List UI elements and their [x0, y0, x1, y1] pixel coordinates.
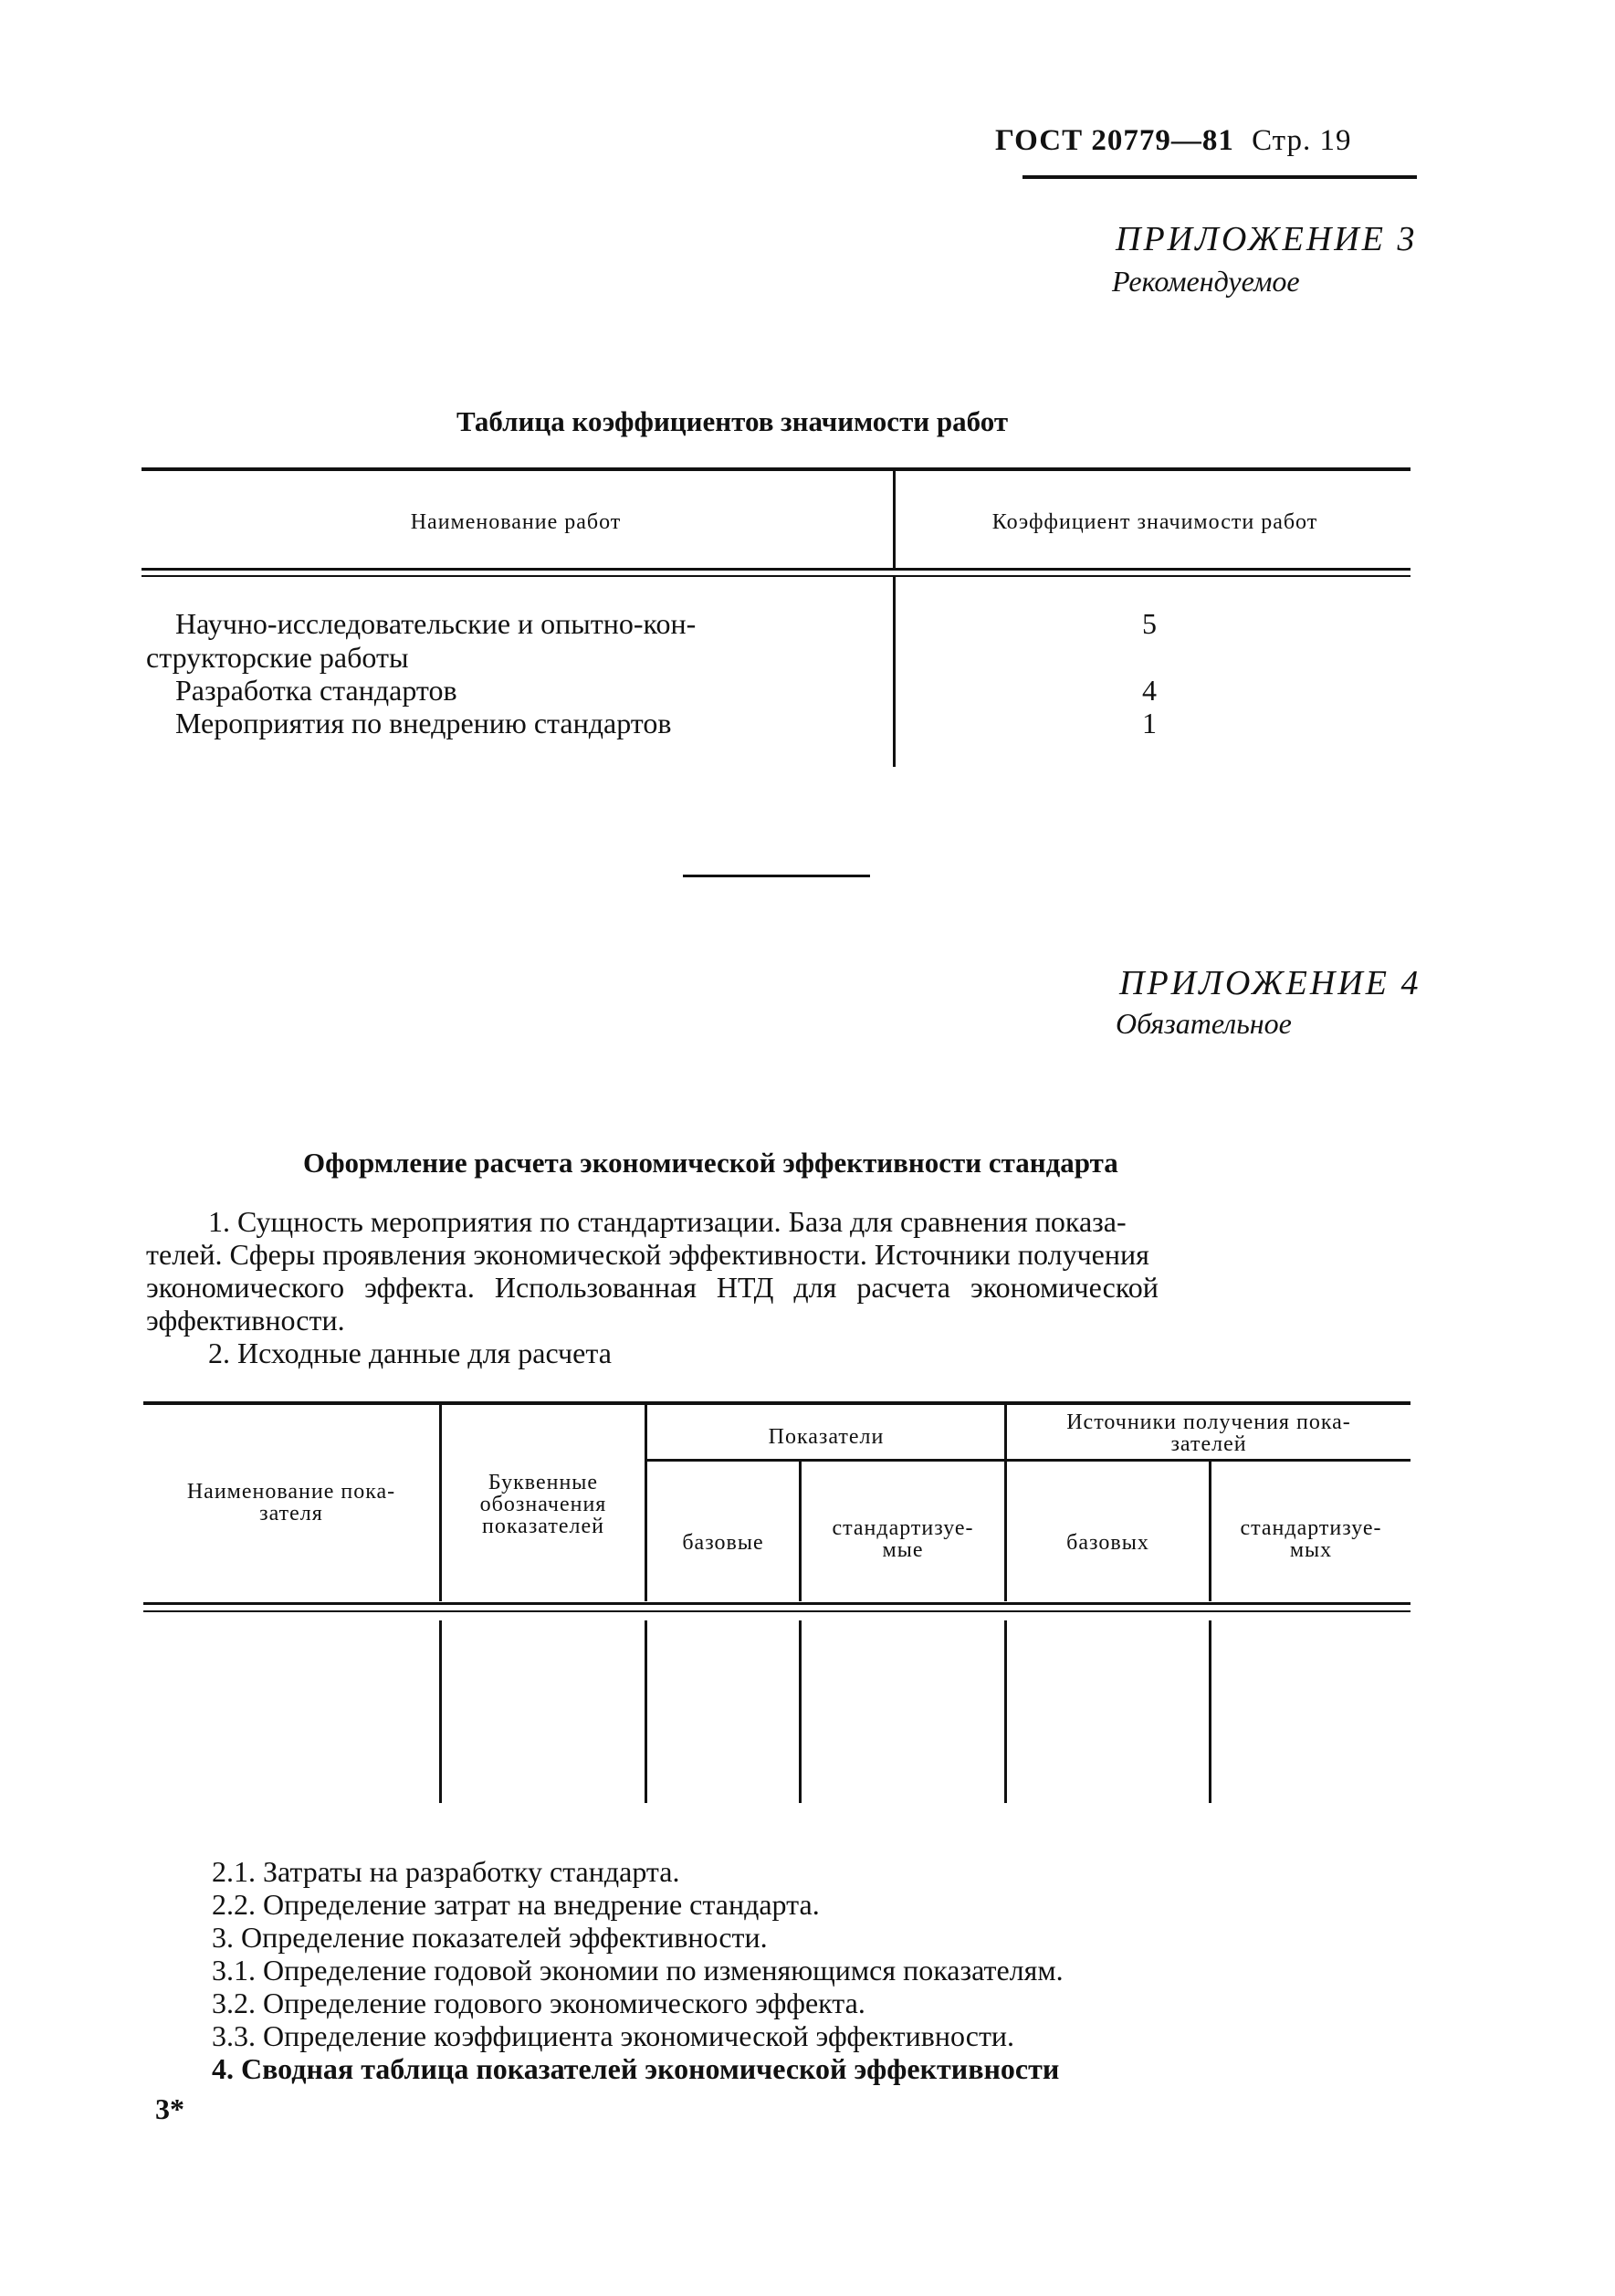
section-separator	[683, 875, 870, 877]
list-item: 3. Определение показателей эффективности.	[212, 1921, 768, 1954]
page-header	[995, 124, 1352, 158]
sub-header-base-sources: базовых	[1066, 1531, 1149, 1555]
col-header-name: Наименование работ	[410, 510, 622, 534]
table-col-divider-body	[893, 577, 896, 767]
table-header-rule-1	[142, 568, 1411, 571]
sub-header-standardized: стандартизуе- мые	[832, 1516, 974, 1562]
appendix4-subtitle: Обязательное	[1116, 1007, 1292, 1040]
table-cell-value: 5	[1142, 607, 1157, 640]
appendix4-section-title: Оформление расчета экономической эффективности стандарта	[303, 1147, 1118, 1179]
appendix3-subtitle: Рекомендуемое	[1112, 265, 1300, 298]
body-col-divider	[645, 1620, 647, 1803]
paragraph-1-line: экономического эффекта. Использованная НТД для расчета экономической	[146, 1271, 1159, 1304]
table-col-divider	[893, 467, 896, 568]
paragraph-1-line: телей. Сферы проявления экономической эффективности. Источники получения	[146, 1238, 1149, 1271]
list-item: 3.1. Определение годовой экономии по изменяющимся показателям.	[212, 1954, 1064, 1987]
table-top-rule	[142, 467, 1411, 471]
col-header-letter: Буквенные обозначения показателей	[479, 1471, 607, 1538]
list-item: 3.2. Определение годового экономического эффекта.	[212, 1987, 865, 2019]
list-item: 2.2. Определение затрат на внедрение стандарта.	[212, 1888, 820, 1921]
table-top-rule	[143, 1401, 1411, 1405]
table-header-rule-2	[142, 575, 1411, 577]
page-number: Стр. 19	[1252, 124, 1352, 157]
group-rule	[1007, 1459, 1411, 1462]
body-col-divider	[439, 1620, 442, 1803]
table-row: структорские работы	[146, 641, 409, 674]
paragraph-2: 2. Исходные данные для расчета	[208, 1337, 612, 1369]
table-row: Научно-исследовательские и опытно-кон-	[175, 607, 697, 640]
header-rule-1	[143, 1602, 1411, 1605]
table-row: Разработка стандартов	[175, 674, 457, 707]
group-header-sources: Источники получения пока- зателей	[1066, 1410, 1351, 1456]
paragraph-1-line: эффективности.	[146, 1304, 345, 1337]
paragraph-1-line: 1. Сущность мероприятия по стандартизации. База для сравнения показа-	[208, 1205, 1127, 1238]
appendix3-table-title: Таблица коэффициентов значимости работ	[456, 405, 1009, 437]
col-divider	[645, 1405, 647, 1601]
list-item: 2.1. Затраты на разработку стандарта.	[212, 1855, 680, 1888]
header-rule-2	[143, 1610, 1411, 1612]
col-divider	[1004, 1405, 1007, 1601]
col-divider	[439, 1405, 442, 1601]
body-col-divider	[1209, 1620, 1211, 1803]
table-row: Мероприятия по внедрению стандартов	[175, 707, 672, 739]
table-cell-value: 4	[1142, 674, 1157, 707]
appendix4-title: ПРИЛОЖЕНИЕ 4	[1119, 964, 1421, 1002]
sub-header-base: базовые	[682, 1531, 764, 1555]
table-cell-value: 1	[1142, 707, 1157, 739]
body-col-divider	[1004, 1620, 1007, 1803]
signature-mark: 3*	[155, 2092, 184, 2125]
list-item: 4. Сводная таблица показателей экономической эффективности	[212, 2052, 1060, 2085]
col-header-coefficient: Коэффициент значимости работ	[991, 510, 1318, 534]
sub-header-standardized-sources: стандартизуе- мых	[1240, 1516, 1382, 1562]
doc-code: ГОСТ 20779—81	[995, 124, 1234, 157]
appendix3-title: ПРИЛОЖЕНИЕ 3	[1116, 220, 1418, 258]
list-item: 3.3. Определение коэффициента экономической эффективности.	[212, 2019, 1015, 2052]
header-rule	[1022, 175, 1417, 179]
col-divider	[799, 1461, 802, 1601]
group-header-indicators: Показатели	[768, 1425, 885, 1449]
group-rule	[647, 1459, 1004, 1462]
body-col-divider	[799, 1620, 802, 1803]
col-divider	[1209, 1461, 1211, 1601]
col-header-name: Наименование пока- зателя	[186, 1480, 396, 1525]
